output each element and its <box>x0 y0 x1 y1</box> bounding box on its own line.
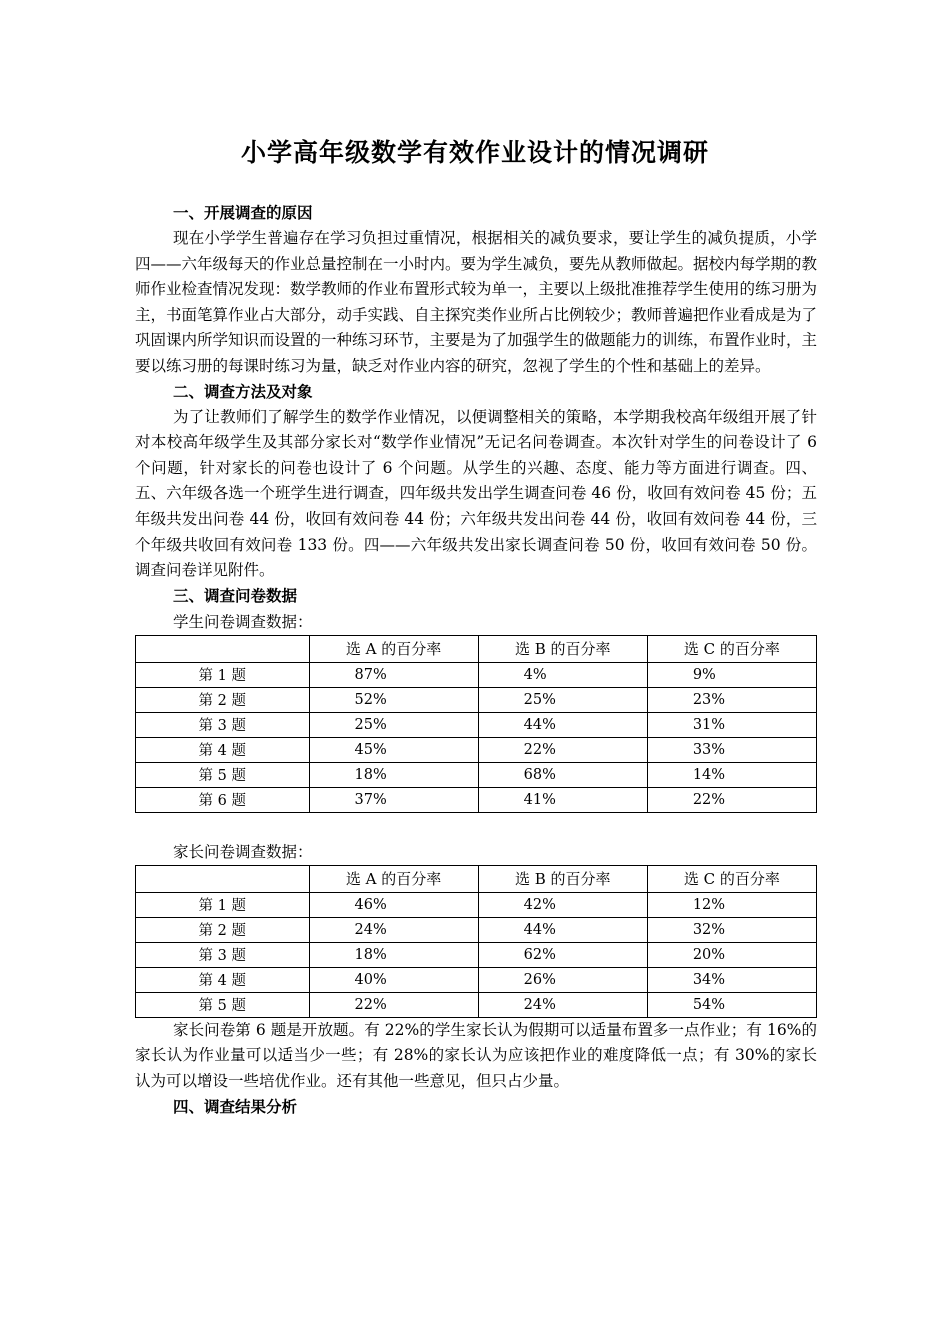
question-label-cell: 第 5 题 <box>136 992 310 1017</box>
table-row <box>136 737 817 762</box>
table-row <box>136 967 817 992</box>
percentage-cell: 33% <box>647 737 816 762</box>
question-label-cell: 第 2 题 <box>136 687 310 712</box>
question-label-cell: 第 4 题 <box>136 737 310 762</box>
percentage-cell: 18% <box>309 762 478 787</box>
percentage-cell: 62% <box>478 942 647 967</box>
table-header-cell: 选 A 的百分率 <box>309 865 478 892</box>
document-body <box>135 201 817 1120</box>
question-label-cell: 第 6 题 <box>136 787 310 812</box>
percentage-cell: 68% <box>478 762 647 787</box>
section-heading-3: 三、调查问卷数据 <box>173 586 298 605</box>
table-row <box>136 892 817 917</box>
question-label-cell: 第 3 题 <box>136 942 310 967</box>
percentage-cell: 87% <box>309 662 478 687</box>
student-table-label: 学生问卷调查数据： <box>173 612 313 631</box>
section-paragraph-1: 现在小学学生普遍存在学习负担过重情况，根据相关的减负要求，要让学生的减负提质，小学四——六年级每天的作业总量控制在一小时内。要为学生减负，要先从教师做起。据校内每学期的教师作业检查情况发现：数学教师的作业布置形式较为单一，主要以上级批准推荐学生使用的练习册为主，书面笔算作业占大部分，动手实践、自主探究类作业所占比例较少；教师普遍把作业看成是为了巩固课内所学知识而设置的一种练习环节，主要是为了加强学生的做题能力的训练，布置作业时，主要以练习册的每课时练习为量，缺乏对作业内容的研究，忽视了学生的个性和基础上的差异。 <box>135 229 818 375</box>
question-label-cell: 第 1 题 <box>136 892 310 917</box>
percentage-cell: 14% <box>647 762 816 787</box>
table-header-cell: 选 B 的百分率 <box>478 635 647 662</box>
percentage-cell: 18% <box>309 942 478 967</box>
percentage-cell: 24% <box>309 917 478 942</box>
document-title: 小学高年级数学有效作业设计的情况调研 <box>240 138 709 167</box>
percentage-cell: 22% <box>478 737 647 762</box>
percentage-cell: 54% <box>647 992 816 1017</box>
percentage-cell: 12% <box>647 892 816 917</box>
percentage-cell: 20% <box>647 942 816 967</box>
percentage-cell: 24% <box>478 992 647 1017</box>
percentage-cell: 44% <box>478 712 647 737</box>
percentage-cell: 26% <box>478 967 647 992</box>
table-row <box>136 917 817 942</box>
percentage-cell: 46% <box>309 892 478 917</box>
table-header-cell <box>136 635 310 662</box>
table-header-cell <box>136 865 310 892</box>
percentage-cell: 41% <box>478 787 647 812</box>
percentage-cell: 45% <box>309 737 478 762</box>
table-header-cell: 选 B 的百分率 <box>478 865 647 892</box>
percentage-cell: 9% <box>647 662 816 687</box>
percentage-cell: 44% <box>478 917 647 942</box>
percentage-cell: 22% <box>309 992 478 1017</box>
question-label-cell: 第 2 题 <box>136 917 310 942</box>
percentage-cell: 37% <box>309 787 478 812</box>
table-row <box>136 942 817 967</box>
table-header-cell: 选 C 的百分率 <box>647 635 816 662</box>
question-label-cell: 第 1 题 <box>136 662 310 687</box>
parent-table-label: 家长问卷调查数据： <box>173 842 313 861</box>
section-paragraph-2: 为了让教师们了解学生的数学作业情况，以便调整相关的策略，本学期我校高年级组开展了针对本校高年级学生及其部分家长对“数学作业情况”无记名问卷调查。本次针对学生的问卷设计了 6 个问题，针对家长的问卷也设计了 6 个问题。从学生的兴趣、态度、能力等方面进行调查。四、五、六年级各选一个班学生进行调查，四年级共发出学生调查问卷 46 份，收回有效问卷 45 份；五年级共发出问卷 44 份，收回有效问卷 44 份；六年级共发出问卷 44 份，收回有效问卷 44 份，三个年级共收回有效问卷 133 份。四——六年级共发出家长调查问卷 50 份，收回有效问卷 50 份。调查问卷详见附件。 <box>135 407 817 580</box>
table-row <box>136 787 817 812</box>
percentage-cell: 22% <box>647 787 816 812</box>
section-heading-2: 二、调查方法及对象 <box>173 382 313 401</box>
percentage-cell: 25% <box>478 687 647 712</box>
table-header-row <box>136 635 817 662</box>
percentage-cell: 4% <box>478 662 647 687</box>
section-heading-4: 四、调查结果分析 <box>173 1097 298 1116</box>
question-label-cell: 第 5 题 <box>136 762 310 787</box>
table-row <box>136 762 817 787</box>
percentage-cell: 23% <box>647 687 816 712</box>
percentage-cell: 40% <box>309 967 478 992</box>
percentage-cell: 42% <box>478 892 647 917</box>
table-row <box>136 687 817 712</box>
percentage-cell: 31% <box>647 712 816 737</box>
table-row <box>136 712 817 737</box>
table-header-row <box>136 865 817 892</box>
table-header-cell: 选 C 的百分率 <box>647 865 816 892</box>
table-row <box>136 992 817 1017</box>
section-heading-1: 一、开展调查的原因 <box>173 204 313 222</box>
percentage-cell: 52% <box>309 687 478 712</box>
percentage-cell: 34% <box>647 967 816 992</box>
parent-survey-table <box>135 865 817 1018</box>
question-label-cell: 第 3 题 <box>136 712 310 737</box>
question-label-cell: 第 4 题 <box>136 967 310 992</box>
percentage-cell: 25% <box>309 712 478 737</box>
table-header-cell: 选 A 的百分率 <box>309 635 478 662</box>
parent-q6-paragraph: 家长问卷第 6 题是开放题。有 22%的学生家长认为假期可以适量布置多一点作业；有 16%的家长认为作业量可以适当少一些；有 28%的家长认为应该把作业的难度降低一点；有 30%的家长认为可以增设一些培优作业。还有其他一些意见，但只占少量。 <box>135 1020 817 1090</box>
table-row <box>136 662 817 687</box>
student-survey-table <box>135 635 817 813</box>
percentage-cell: 32% <box>647 917 816 942</box>
